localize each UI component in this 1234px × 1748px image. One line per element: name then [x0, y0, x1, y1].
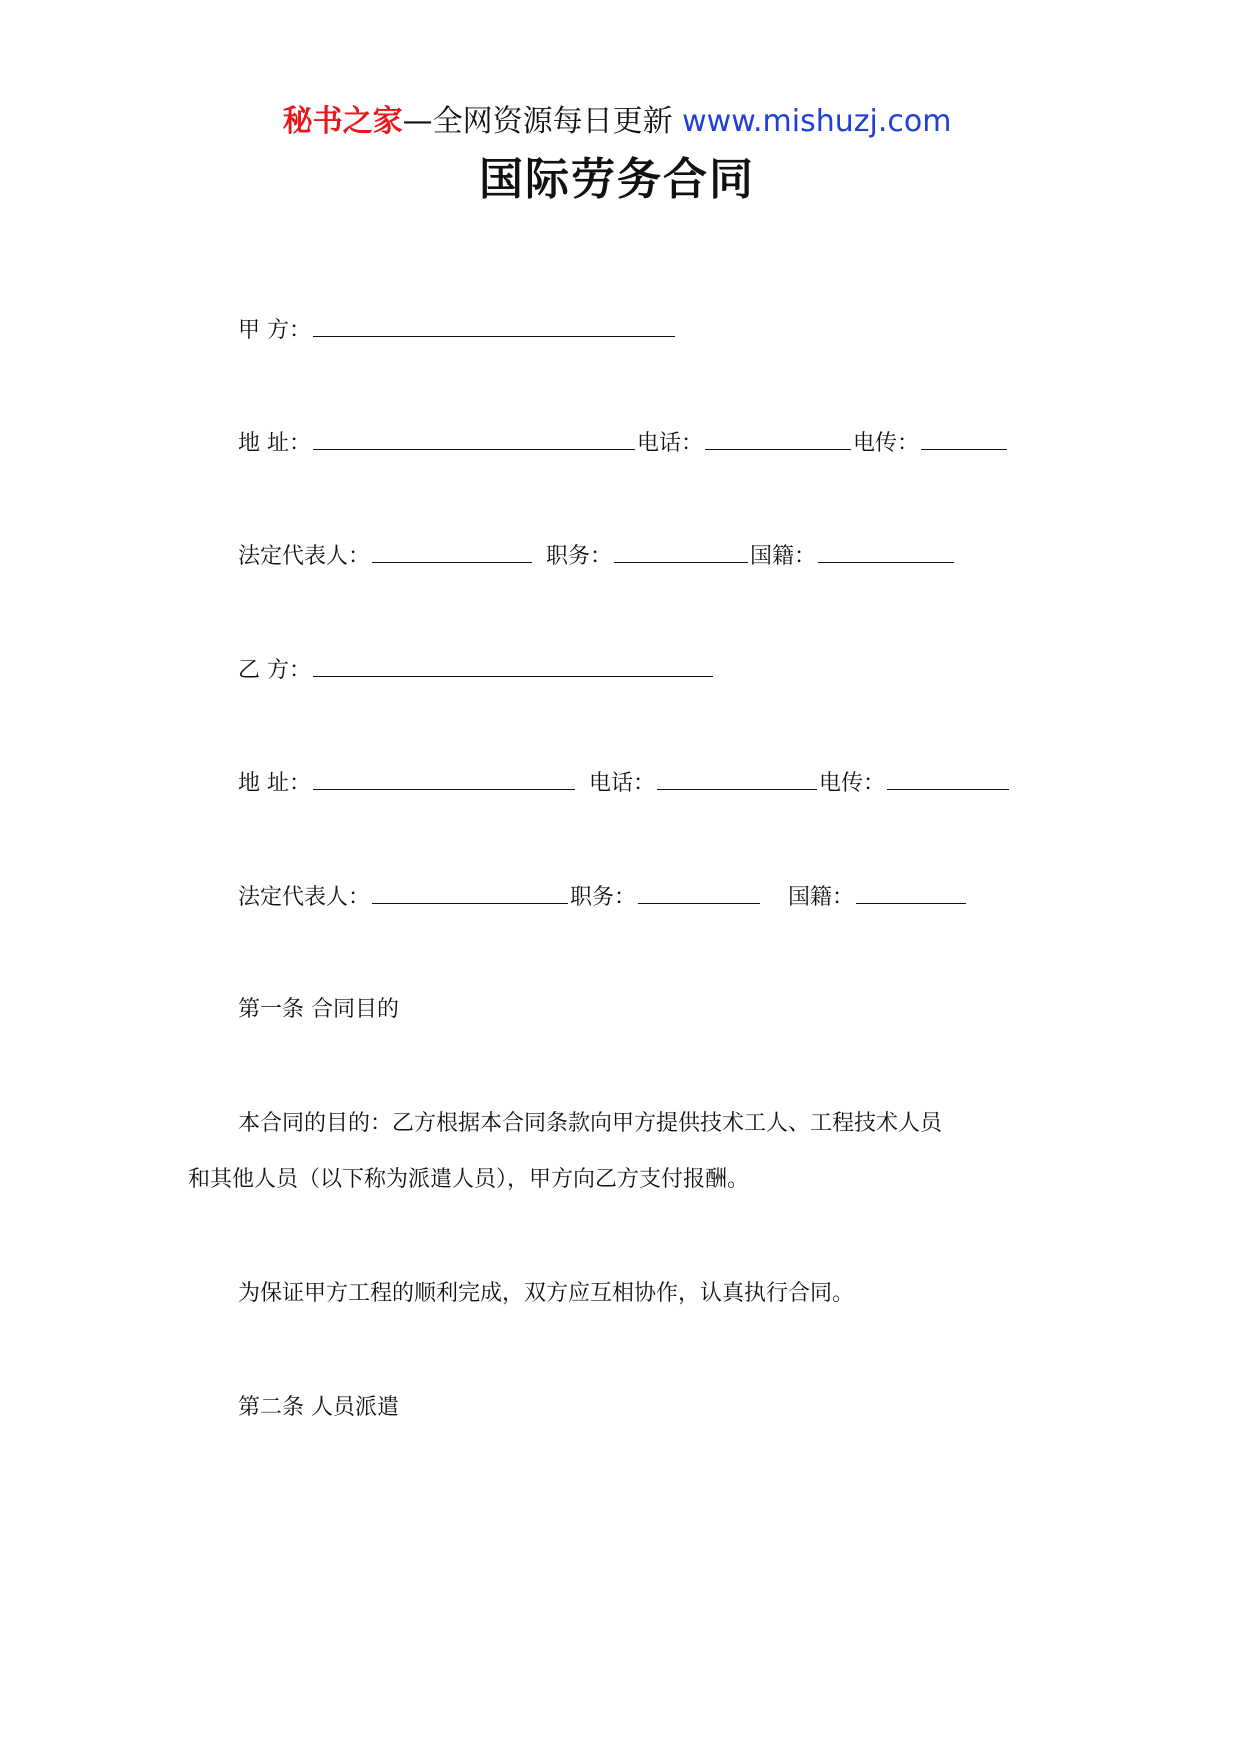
- party-a-phone-blank[interactable]: [705, 425, 851, 450]
- party-b-name-label: 乙 方：: [238, 658, 311, 683]
- party-b-fax-label: 电传：: [819, 771, 886, 796]
- party-b-rep-blank[interactable]: [372, 879, 568, 904]
- party-a-nationality-blank[interactable]: [818, 538, 954, 563]
- article-1-heading: 第一条 合同目的: [238, 997, 399, 1022]
- party-a-address-label: 地 址：: [238, 431, 311, 456]
- party-b-phone-label: 电话：: [589, 771, 656, 796]
- article-1-para-2: 为保证甲方工程的顺利完成，双方应互相协作，认真执行合同。: [238, 1281, 855, 1306]
- banner-brand: 秘书之家: [282, 104, 403, 139]
- party-b-nationality-blank[interactable]: [856, 879, 966, 904]
- party-b-name-row: [238, 652, 715, 688]
- party-b-rep-label: 法定代表人：: [238, 885, 371, 910]
- party-b-address-label: 地 址：: [238, 771, 311, 796]
- party-b-position-label: 职务：: [570, 885, 637, 910]
- party-b-position-blank[interactable]: [638, 879, 760, 904]
- party-a-address-blank[interactable]: [313, 425, 635, 450]
- party-b-name-blank[interactable]: [313, 652, 713, 677]
- party-a-rep-label: 法定代表人：: [238, 544, 371, 569]
- party-b-rep-row: [238, 879, 968, 915]
- party-a-name-blank[interactable]: [313, 312, 675, 337]
- party-a-rep-row: [238, 538, 956, 574]
- party-a-contact-row: [238, 425, 1009, 461]
- party-a-position-blank[interactable]: [614, 538, 748, 563]
- party-a-rep-blank[interactable]: [372, 538, 532, 563]
- party-a-nationality-label: 国籍：: [750, 544, 817, 569]
- party-a-fax-label: 电传：: [853, 431, 920, 456]
- document-title: 国际劳务合同: [479, 154, 755, 205]
- party-a-fax-blank[interactable]: [921, 425, 1007, 450]
- article-1-para-1-line-2: 和其他人员（以下称为派遣人员），甲方向乙方支付报酬。: [188, 1167, 750, 1192]
- party-b-address-blank[interactable]: [313, 765, 575, 790]
- banner-tagline: —全网资源每日更新: [402, 104, 673, 139]
- banner-url[interactable]: www.mishuzj.com: [682, 104, 952, 139]
- party-b-fax-blank[interactable]: [887, 765, 1009, 790]
- party-a-position-label: 职务：: [546, 544, 613, 569]
- party-b-phone-blank[interactable]: [657, 765, 817, 790]
- party-a-name-row: [238, 312, 677, 348]
- party-b-nationality-label: 国籍：: [788, 885, 855, 910]
- party-b-contact-row: [238, 765, 1011, 801]
- article-1-para-1-line-1: 本合同的目的：乙方根据本合同条款向甲方提供技术工人、工程技术人员: [238, 1111, 943, 1136]
- site-banner: [0, 100, 1234, 144]
- article-2-heading: 第二条 人员派遣: [238, 1395, 399, 1420]
- party-a-phone-label: 电话：: [637, 431, 704, 456]
- party-a-name-label: 甲 方：: [238, 318, 311, 343]
